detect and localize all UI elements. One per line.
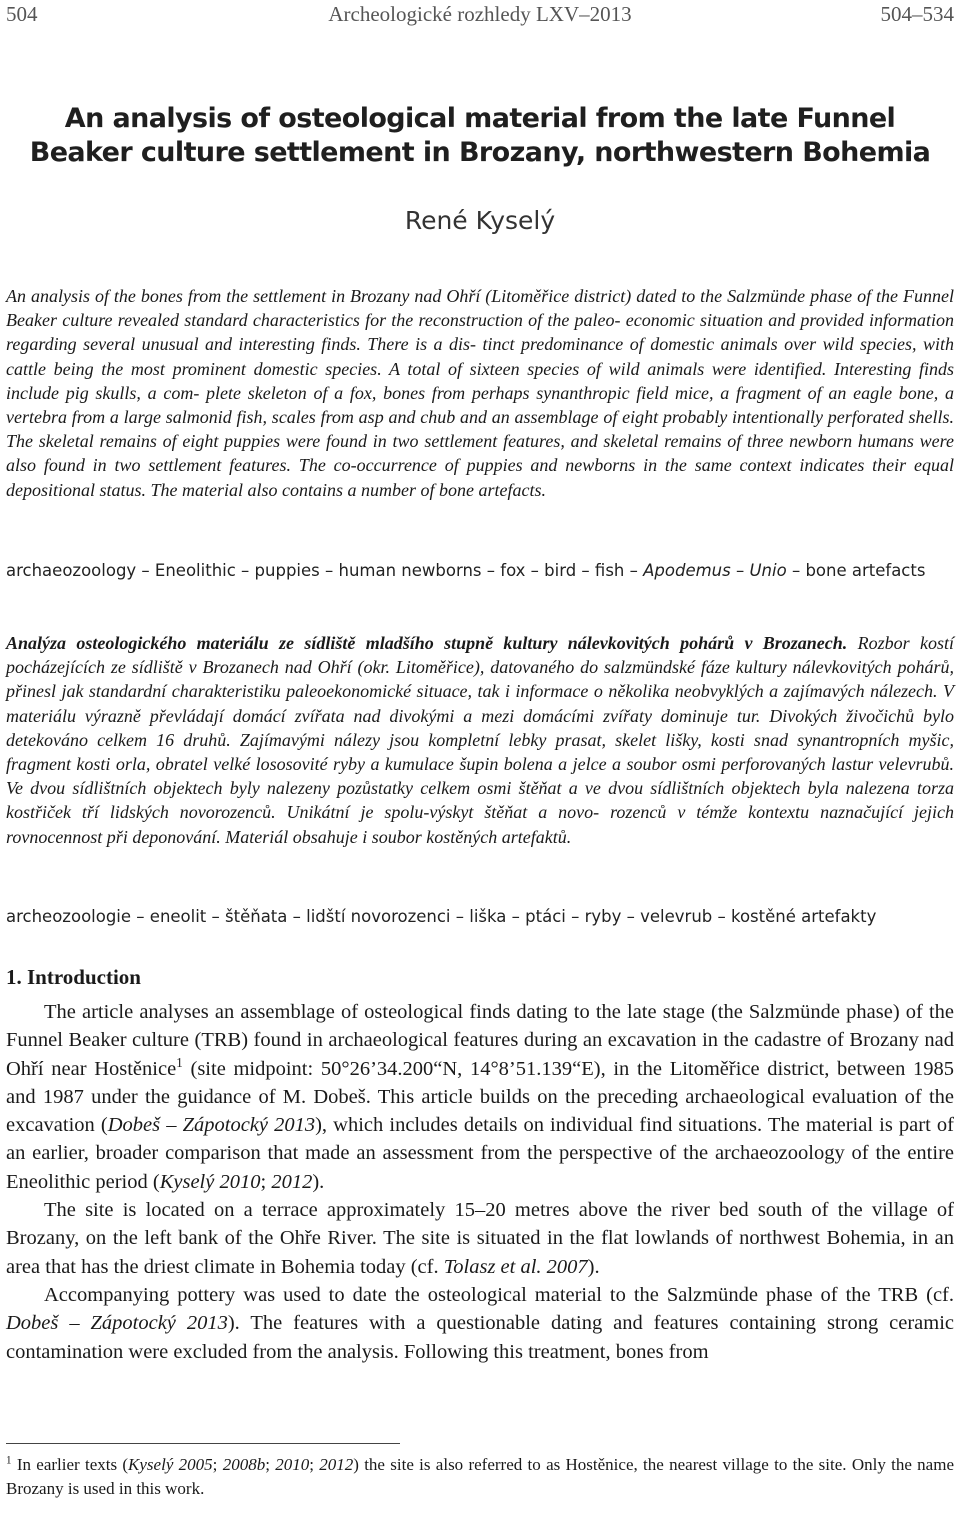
p1-text-a: The article analyses an assemblage of osteological finds dating to the late stage (the Salzmünde phase) of the Funnel Beaker culture (TRB) found in archaeological features during an excavation in the cadastre of Brozany nad Ohří near Hostěnice [6, 1001, 954, 1080]
fn-citation-2005: Kyselý 2005 [128, 1455, 213, 1474]
p2-text-b: ). [587, 1255, 600, 1278]
page-number: 504 [6, 2, 38, 26]
journal-title: Archeologické rozhledy LXV–2013 [328, 2, 632, 26]
keywords-en-separator: – [730, 561, 750, 580]
p2-text-a: The site is located on a terrace approximately 15–20 metres above the river bed south of the village of Brozany, on the left bank of the Ohře River. The site is situated in the flat lowlands of northwest Bohemia, in an area that has the driest climate in Bohemia today (cf. [6, 1199, 954, 1278]
running-head [6, 2, 954, 28]
p3-text-a: Accompanying pottery was used to date the osteological material to the Salzmünde phase of the TRB (cf. [44, 1283, 954, 1306]
fn-citation-2012: 2012 [319, 1455, 354, 1474]
citation-dobes-zapotocky: Dobeš – Zápotocký 2013 [107, 1114, 316, 1137]
keyword-genus-unio: Unio [749, 561, 787, 580]
footnote-1 [6, 1453, 954, 1501]
article-title [0, 102, 960, 170]
page-range: 504–534 [880, 2, 954, 26]
keyword-genus-apodemus: Apodemus [643, 561, 731, 580]
citation-2012: 2012 [271, 1170, 313, 1193]
fn-text-a: In earlier texts ( [11, 1455, 129, 1474]
fn-sep-3: ; [309, 1455, 320, 1474]
fn-citation-2008b: 2008b [222, 1455, 266, 1474]
fn-text-b: ) the site is also referred to as Hostěnice, the nearest village to the site. Only the name Brozany is used in this work. [6, 1455, 954, 1498]
abstract-czech [6, 631, 954, 849]
fn-sep-1: ; [212, 1455, 223, 1474]
footnote-number: 1 [6, 1454, 12, 1467]
p1-text-d: ; [260, 1170, 272, 1193]
section-heading-introduction: 1. Introduction [6, 965, 141, 989]
citation-tolasz: Tolasz et al. 2007 [443, 1255, 588, 1278]
citation-dobes-zapotocky-2: Dobeš – Zápotocký 2013 [6, 1312, 228, 1335]
title-line-1: An analysis of osteological material from the late Funnel [64, 103, 896, 134]
p1-text-c: ), which includes details on individual find situations. The material is part of an earlier, broader comparison that made an assessment from the perspective of the archaeozoology of the entire Eneolithic period ( [6, 1114, 954, 1193]
fn-sep-2: ; [265, 1455, 276, 1474]
p1-text-b: (site midpoint: 50°26’34.200“N, 14°8’51.139“E), in the Litoměřice district, between 1985 and 1987 under the guidance of M. Dobeš. This article builds on the preceding archaeological evaluation of the excavation ( [6, 1057, 954, 1137]
footnote-divider [6, 1443, 400, 1444]
keywords-en-start: archaeozoology – Eneolithic – puppies – human newborns – fox – bird – fish – [6, 561, 644, 580]
paragraph-3 [6, 1281, 954, 1366]
paragraph-2 [6, 1196, 954, 1281]
author-name: René Kyselý [404, 206, 556, 235]
keywords-en-end: – bone artefacts [786, 561, 926, 580]
keywords-english [6, 559, 954, 583]
abstract-czech-title: Analýza osteologického materiálu ze sídliště mladšího stupně kultury nálevkovitých pohárů v Brozanech. [6, 633, 848, 653]
footnote-ref-1[interactable]: 1 [176, 1054, 183, 1070]
fn-citation-2010: 2010 [275, 1455, 310, 1474]
introduction-body [6, 998, 954, 1366]
abstract-english: An analysis of the bones from the settlement in Brozany nad Ohří (Litoměřice district) dated to the Salzmünde phase of the Funnel Beaker culture revealed standard characteristics for the reconstruction of the paleo- economic situation and provided information regarding several unusual and interesting finds. There is a dis- tinct predominance of domestic animals over wild species, with cattle being the most prominent domestic species. A total of sixteen species of wild animals were identified. Interesting finds include pig skulls, a com- plete skeleton of a fox, bones from perhaps synanthropic field mice, a fragment of an eagle bone, a vertebra from a large salmonid fish, scales from asp and chub and an assemblage of eight probably intentionally perforated shells. The skeletal remains of eight puppies were found in two settlement features, and skeletal remains of three newborn humans were also found in two settlement features. The co-occurrence of puppies and newborns in the same context indicates their equal depositional status. The material also contains a number of bone artefacts. [6, 286, 954, 500]
keywords-czech: archeozoologie – eneolit – štěňata – lidští novorozenci – liška – ptáci – ryby – velevrub – kostěné artefakty [6, 907, 877, 926]
p3-text-b: ). The features with a questionable dating and features containing strong ceramic contamination were excluded from the analysis. Following this treatment, bones from [6, 1312, 954, 1363]
title-line-2: Beaker culture settlement in Brozany, northwestern Bohemia [29, 137, 931, 168]
citation-kysely-2010: Kyselý 2010 [159, 1170, 261, 1193]
abstract-czech-body: Rozbor kostí pocházejících ze sídliště v Brozanech nad Ohří (okr. Litoměřice), datovaného do salzmündské fáze kultury nálevkovitých pohárů, přinesl jak standardní charakteristiku paleoekonomické situace, tak i informace o několika neobvyklých a zajímavých nálezech. V materiálu výrazně převládají domácí zvířata nad divokými a mezi domácími zvířaty dominuje tur. Divokých živočichů bylo detekováno celkem 16 druhů. Zajímavými nálezy jsou kompletní lebky prasat, skelet lišky, kosti snad synantropních myšic, fragment kosti orla, obratel velké lososovité ryby a kumulace šupin bolena a jelce a soubor osmi perforovaných lastur velevrubů. Ve dvou sídlištních objektech byly nalezeny pozůstatky celkem osmi štěňat a ve dvou sídlištních objektech byla nalezena torza kostřiček tří lidských novorozenců. Unikátní je spolu-výskyt štěňat a novo- rozenců v témže kontextu naznačující jejich rovnocennost při deponování. Materiál obsahuje i soubor kostěných artefaktů. [6, 633, 954, 847]
p1-text-e: ). [312, 1170, 325, 1193]
paragraph-1 [6, 998, 954, 1196]
